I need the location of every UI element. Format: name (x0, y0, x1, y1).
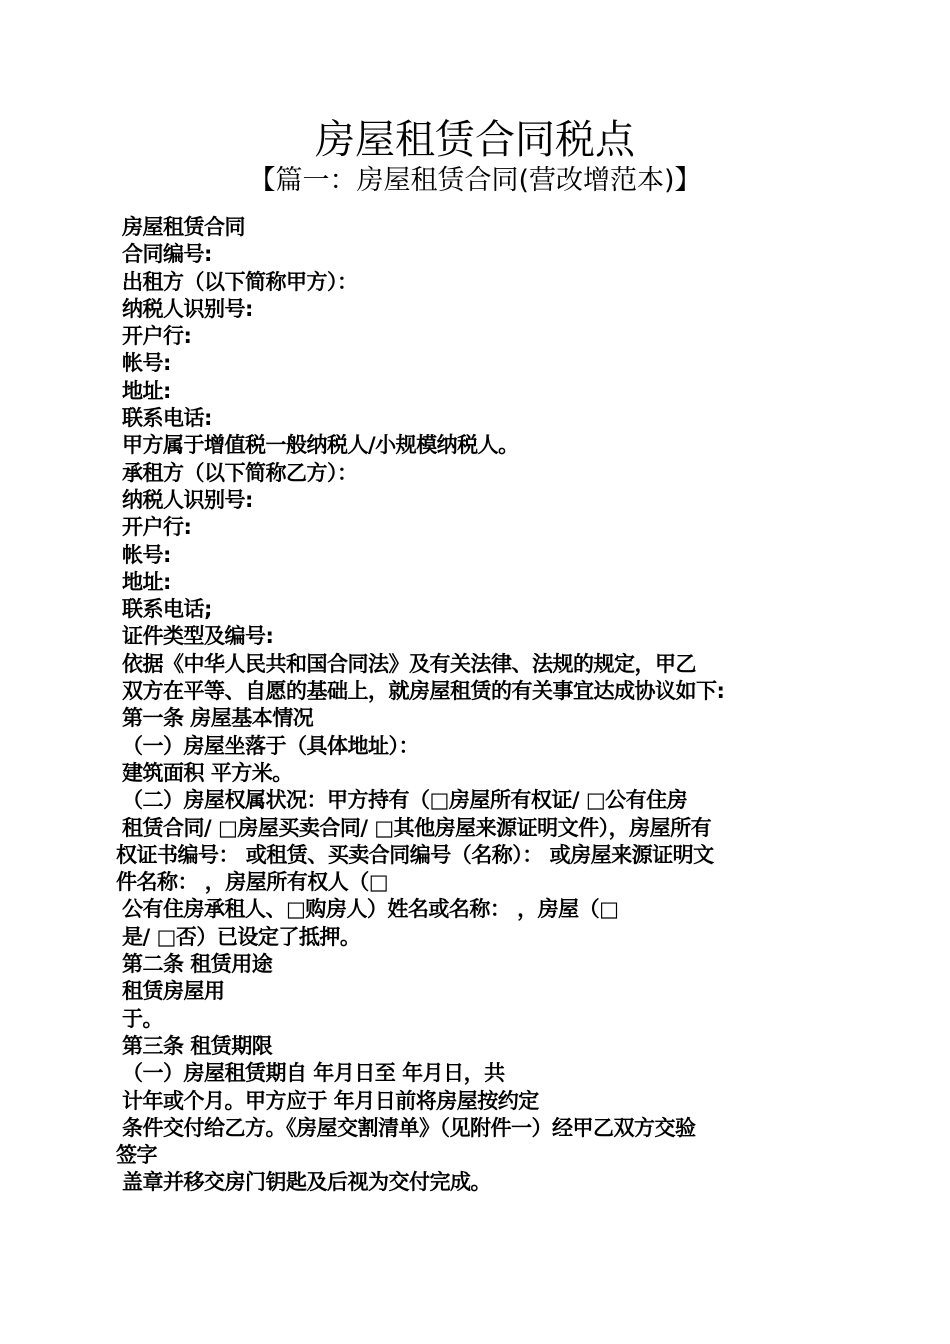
text-line: 承租方（以下简称乙方）： (122, 460, 358, 485)
text-line: 证件类型及编号: (122, 624, 274, 649)
text-line: 盖章并移交房门钥匙及后视为交付完成。 (122, 1170, 491, 1195)
text-line: 条件交付给乙方。《房屋交割清单》（见附件一）经甲乙双方交验 (122, 1115, 696, 1140)
text-line: 公有住房承租人、□购房人）姓名或名称： ，房屋（□ (122, 897, 619, 922)
text-line: 双方在平等、自愿的基础上，就房屋租赁的有关事宜达成协议如下: (122, 679, 725, 704)
text-line: 第二条 租赁用途 (122, 952, 273, 977)
text-line: 租赁合同/ □房屋买卖合同/ □其他房屋来源证明文件），房屋所有 (122, 815, 712, 840)
text-line: 租赁房屋用 (122, 979, 225, 1004)
text-line: 帐号: (122, 542, 171, 567)
text-line: 件名称： ，房屋所有权人（□ (116, 870, 389, 895)
text-line: 房屋租赁合同 (122, 215, 245, 239)
text-line: 依据《中华人民共和国合同法》及有关法律、法规的规定，甲乙 (122, 651, 696, 676)
text-line: 纳税人识别号: (122, 296, 253, 321)
text-line: 联系电话; (122, 597, 212, 622)
document-title: 房屋租赁合同税点 (315, 117, 635, 163)
text-line: 甲方属于增值税一般纳税人/小规模纳税人。 (122, 433, 519, 458)
document-subtitle: 【篇一：房屋租赁合同(营改增范本)】 (248, 165, 702, 196)
text-line: 地址: (122, 378, 171, 403)
text-line: 计年或个月。甲方应于 年月日前将房屋按约定 (122, 1088, 539, 1113)
text-line: 出租方（以下简称甲方）： (122, 269, 358, 294)
text-line: 建筑面积 平方米。 (122, 760, 293, 785)
text-line: 第三条 租赁期限 (122, 1033, 273, 1058)
document-body (116, 214, 836, 1197)
text-line: 帐号: (122, 351, 171, 376)
text-line: 签字 (116, 1143, 157, 1168)
text-line: （一）房屋坐落于（具体地址）： (122, 733, 419, 758)
text-line: 合同编号: (122, 242, 212, 267)
text-line: 第一条 房屋基本情况 (122, 706, 314, 731)
text-line: 开户行: (122, 324, 192, 349)
text-line: （二）房屋权属状况：甲方持有（□房屋所有权证/ □公有住房 (122, 788, 688, 813)
text-line: 联系电话: (122, 406, 212, 431)
text-line: 纳税人识别号: (122, 487, 253, 512)
text-line: 是/ □否）已设定了抵押。 (122, 924, 361, 949)
text-line: 权证书编号： 或租赁、买卖合同编号（名称）： 或房屋来源证明文 (116, 842, 714, 867)
text-line: 地址: (122, 569, 171, 594)
text-line: 于。 (122, 1006, 163, 1031)
text-line: （一）房屋租赁期自 年月日至 年月日，共 (122, 1061, 505, 1086)
text-line: 开户行: (122, 515, 192, 540)
